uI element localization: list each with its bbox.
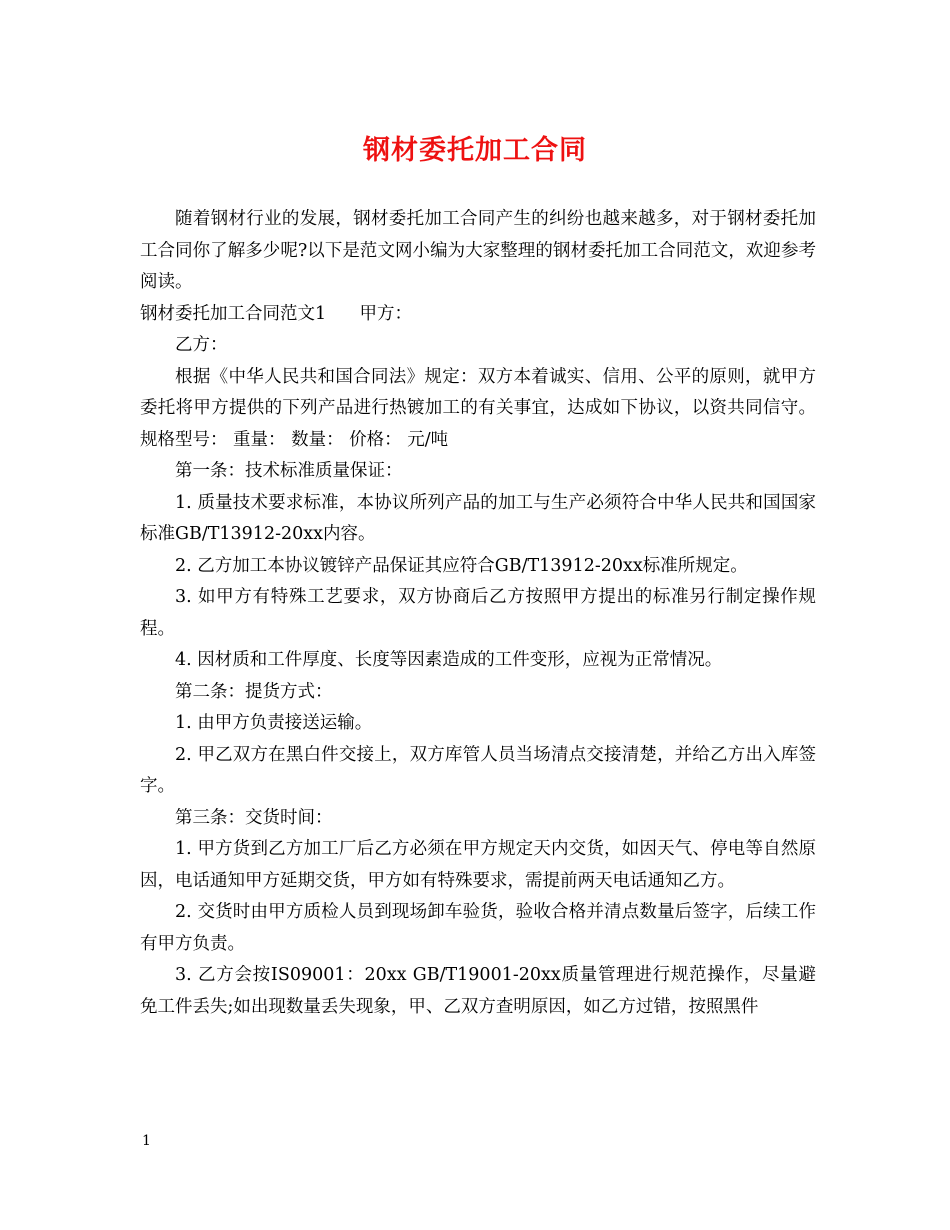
article3-item: 3. 乙方会按IS09001：20xx GB/T19001-20xx质量管理进行规范操作，尽量避免工件丢失;如出现数量丢失现象，甲、乙双方查明原因，如乙方过错，按照黑件 [140,965,816,1017]
document-title: 钢材委托加工合同 [363,135,587,166]
article1-item: 2. 乙方加工本协议镀锌产品保证其应符合GB/T13912-20xx标准所规定。 [175,555,748,576]
article2-item: 2. 甲乙双方在黑白件交接上，双方库管人员当场清点交接清楚，并给乙方出入库签字。 [140,744,816,796]
party-a-label: 甲方： [359,303,413,324]
article2-item: 1. 由甲方负责接送运输。 [175,713,373,733]
article1-item: 4. 因材质和工件厚度、长度等因素造成的工件变形，应视为正常情况。 [175,650,723,670]
document-body [140,204,816,1023]
article3-title: 第三条：交货时间： [175,807,333,828]
article1-title: 第一条：技术标准质量保证： [175,461,403,481]
article3-item: 2. 交货时由甲方质检人员到现场卸车验货，验收合格并清点数量后签字，后续工作有甲方负责。 [140,902,816,954]
article2-title: 第二条：提货方式： [175,681,333,702]
party-b-label: 乙方： [175,335,228,355]
article1-item: 3. 如甲方有特殊工艺要求，双方协商后乙方按照甲方提出的标准另行制定操作规程。 [140,587,816,639]
page-number: 1 [142,1133,151,1149]
article1-item: 1. 质量技术要求标准，本协议所列产品的加工与生产必须符合中华人民共和国国家标准GB/T13912-20xx内容。 [140,492,816,544]
article3-item: 1. 甲方货到乙方加工厂后乙方必须在甲方规定天内交货，如因天气、停电等自然原因，电话通知甲方延期交货，甲方如有特殊要求，需提前两天电话通知乙方。 [140,839,816,891]
basis-paragraph: 根据《中华人民共和国合同法》规定：双方本着诚实、信用、公平的原则，就甲方委托将甲方提供的下列产品进行热镀加工的有关事宜，达成如下协议，以资共同信守。规格型号： 重量： 数量： 价格： 元/吨 [140,366,816,450]
intro-paragraph: 随着钢材行业的发展，钢材委托加工合同产生的纠纷也越来越多，对于钢材委托加工合同你了解多少呢?以下是范文网小编为大家整理的钢材委托加工合同范文，欢迎参考阅读。 [140,209,816,292]
sample-heading: 钢材委托加工合同范文1 [140,303,327,324]
sample-heading-line [140,299,816,331]
